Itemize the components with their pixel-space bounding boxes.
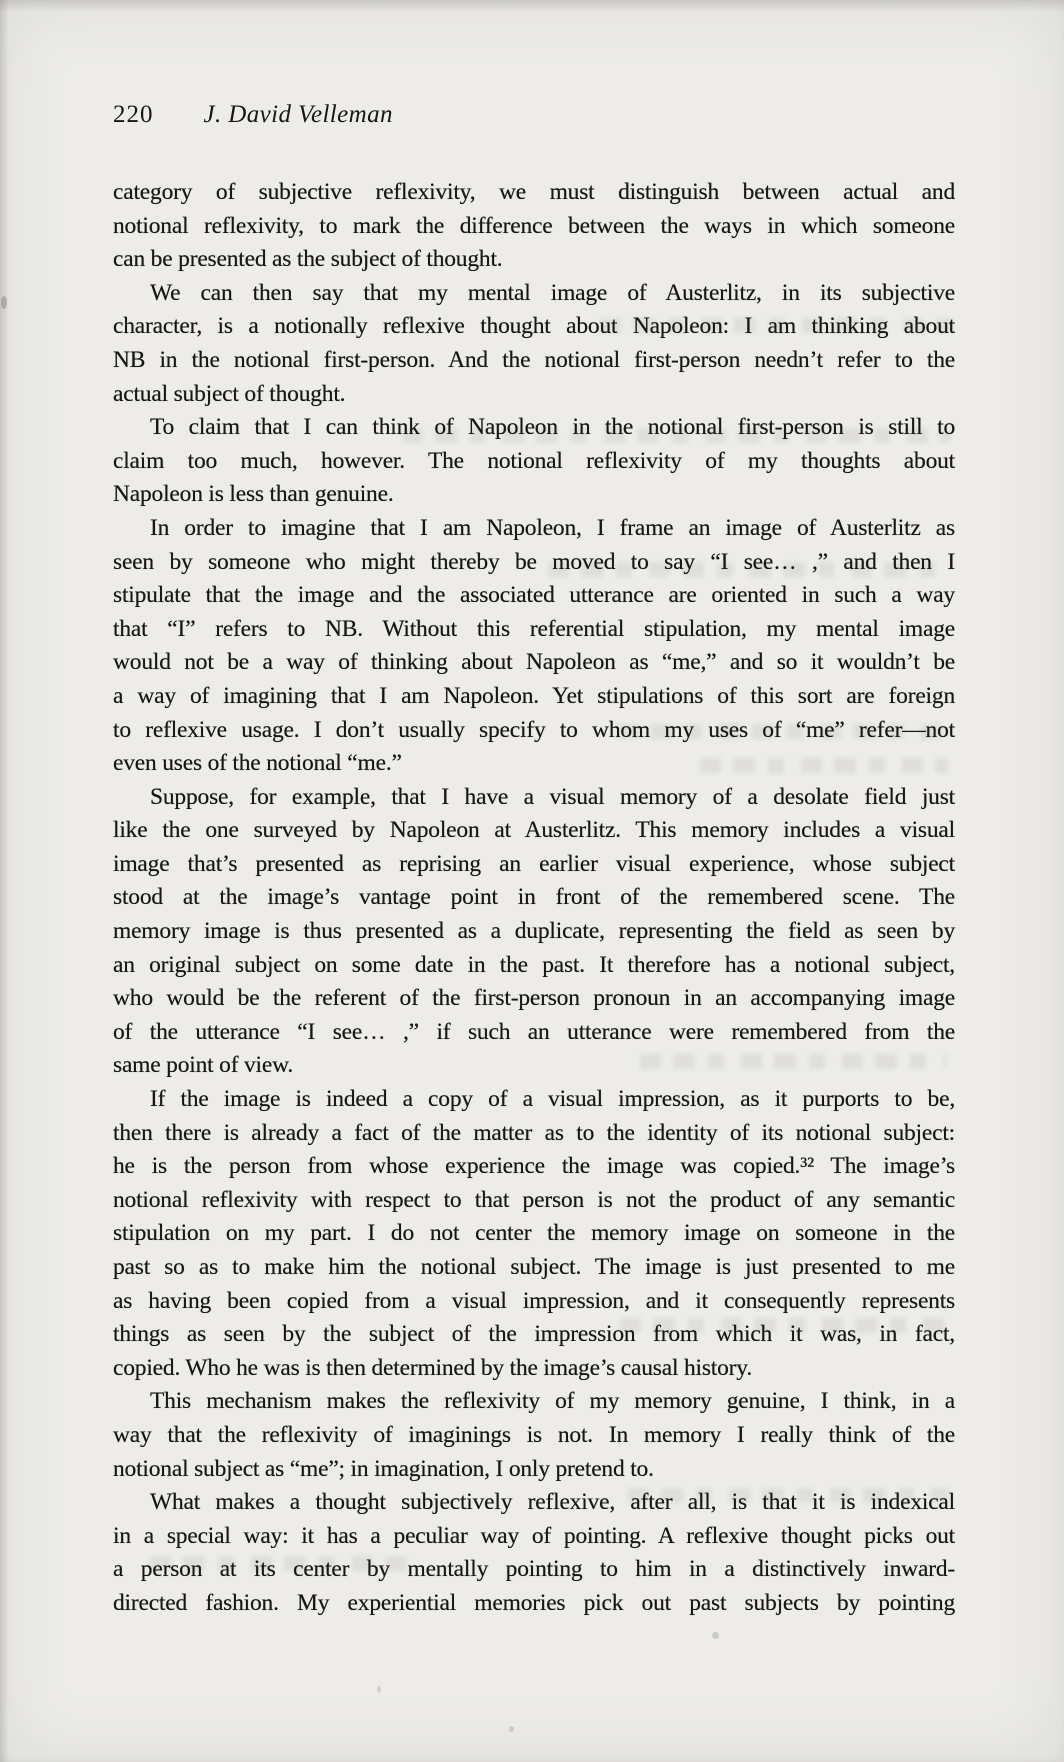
text-line: seen by someone who might thereby be moved to say “I see… ,” and then I (113, 548, 955, 575)
text-line: stood at the image’s vantage point in front of the remembered scene. The (113, 884, 955, 911)
page-edge-shading-top (0, 0, 1064, 12)
paragraph-2 (113, 277, 955, 411)
text-line: that “I” refers to NB. Without this referential stipulation, my mental image (113, 615, 955, 642)
text-line: way that the reflexivity of imaginings is not. In memory I really think of the (113, 1421, 955, 1448)
text-line: even uses of the notional “me.” (113, 750, 402, 777)
text-line: like the one surveyed by Napoleon at Austerlitz. This memory includes a visual (113, 817, 955, 844)
text-line: To claim that I can think of Napoleon in the notional first-person is still to (150, 414, 955, 441)
text-line: What makes a thought subjectively reflexive, after all, is that it is indexical (150, 1489, 955, 1516)
text-line: stipulation on my part. I do not center the memory image on someone in the (113, 1220, 955, 1247)
text-line: directed fashion. My experiential memories pick out past subjects by pointing (113, 1589, 955, 1616)
text-line: past so as to make him the notional subject. The image is just presented to me (113, 1254, 955, 1280)
text-line: stipulate that the image and the associated utterance are oriented in such a way (113, 582, 955, 609)
text-line: NB in the notional first-person. And the notional first-person needn’t refer to the (113, 346, 955, 373)
running-head-author: J. David Velleman (203, 101, 393, 128)
text-line: who would be the referent of the first-person pronoun in an accompanying image (113, 985, 955, 1012)
text-line: image that’s presented as reprising an earlier visual experience, whose subject (113, 850, 955, 877)
scan-speck (712, 1632, 719, 1639)
paragraph-8 (113, 1486, 955, 1620)
text-line: claim too much, however. The notional reflexivity of my thoughts about (113, 447, 955, 474)
paragraph-4 (113, 512, 955, 781)
text-line: in a special way: it has a peculiar way of pointing. A reflexive thought picks out (113, 1522, 955, 1549)
text-line: Napoleon is less than genuine. (113, 481, 394, 508)
text-line: category of subjective reflexivity, we must distinguish between actual and (113, 179, 955, 205)
text-line: same point of view. (113, 1052, 294, 1079)
text-line: notional reflexivity, to mark the difference between the ways in which someone (113, 212, 955, 239)
paragraph-1 (113, 176, 955, 277)
running-head (113, 100, 955, 129)
text-line-with-footnote-marker: he is the person from whose experience the image was copied.³² The image’s (113, 1153, 955, 1180)
text-line: notional reflexivity with respect to that person is not the product of any semantic (113, 1186, 955, 1213)
text-line: This mechanism makes the reflexivity of my memory genuine, I think, in a (150, 1388, 955, 1415)
text-line: an original subject on some date in the past. It therefore has a notional subject, (113, 951, 955, 978)
paragraph-6 (113, 1083, 955, 1385)
text-line: character, is a notionally reflexive thought about Napoleon: I am thinking about (113, 313, 955, 340)
text-line: notional subject as “me”; in imagination, I only pretend to. (113, 1455, 654, 1482)
text-line: would not be a way of thinking about Napoleon as “me,” and so it wouldn’t be (113, 649, 955, 676)
text-line: can be presented as the subject of thought. (113, 246, 503, 273)
text-line: memory image is thus presented as a duplicate, representing the field as seen by (113, 918, 955, 945)
page-edge-shading-left (0, 0, 9, 1762)
paragraph-3 (113, 411, 955, 512)
paragraph-7 (113, 1385, 955, 1486)
scan-speck (509, 1726, 514, 1732)
text-line: Suppose, for example, that I have a visual memory of a desolate field just (150, 783, 955, 810)
text-line: a person at its center by mentally pointing to him in a distinctively inward- (113, 1556, 955, 1583)
text-line: things as seen by the subject of the impression from which it was, in fact, (113, 1321, 955, 1348)
text-line: We can then say that my mental image of Austerlitz, in its subjective (150, 279, 955, 306)
text-line: to reflexive usage. I don’t usually specify to whom my uses of “me” refer—not (113, 716, 955, 743)
scan-speck (377, 1686, 381, 1693)
text-line: a way of imagining that I am Napoleon. Yet stipulations of this sort are foreign (113, 682, 955, 709)
text-line: If the image is indeed a copy of a visual impression, as it purports to be, (150, 1086, 955, 1113)
text-line: of the utterance “I see… ,” if such an utterance were remembered from the (113, 1018, 955, 1045)
text-line: In order to imagine that I am Napoleon, I frame an image of Austerlitz as (150, 514, 955, 541)
page-body-text (113, 176, 955, 1621)
paragraph-5 (113, 781, 955, 1083)
text-line: as having been copied from a visual impression, and it consequently represents (113, 1287, 955, 1314)
text-line: then there is already a fact of the matter as to the identity of its notional subject: (113, 1119, 955, 1146)
text-line: copied. Who he was is then determined by the image’s causal history. (113, 1354, 753, 1381)
text-line: actual subject of thought. (113, 380, 346, 407)
scan-speck (1, 296, 7, 309)
page-number: 220 (113, 101, 154, 128)
